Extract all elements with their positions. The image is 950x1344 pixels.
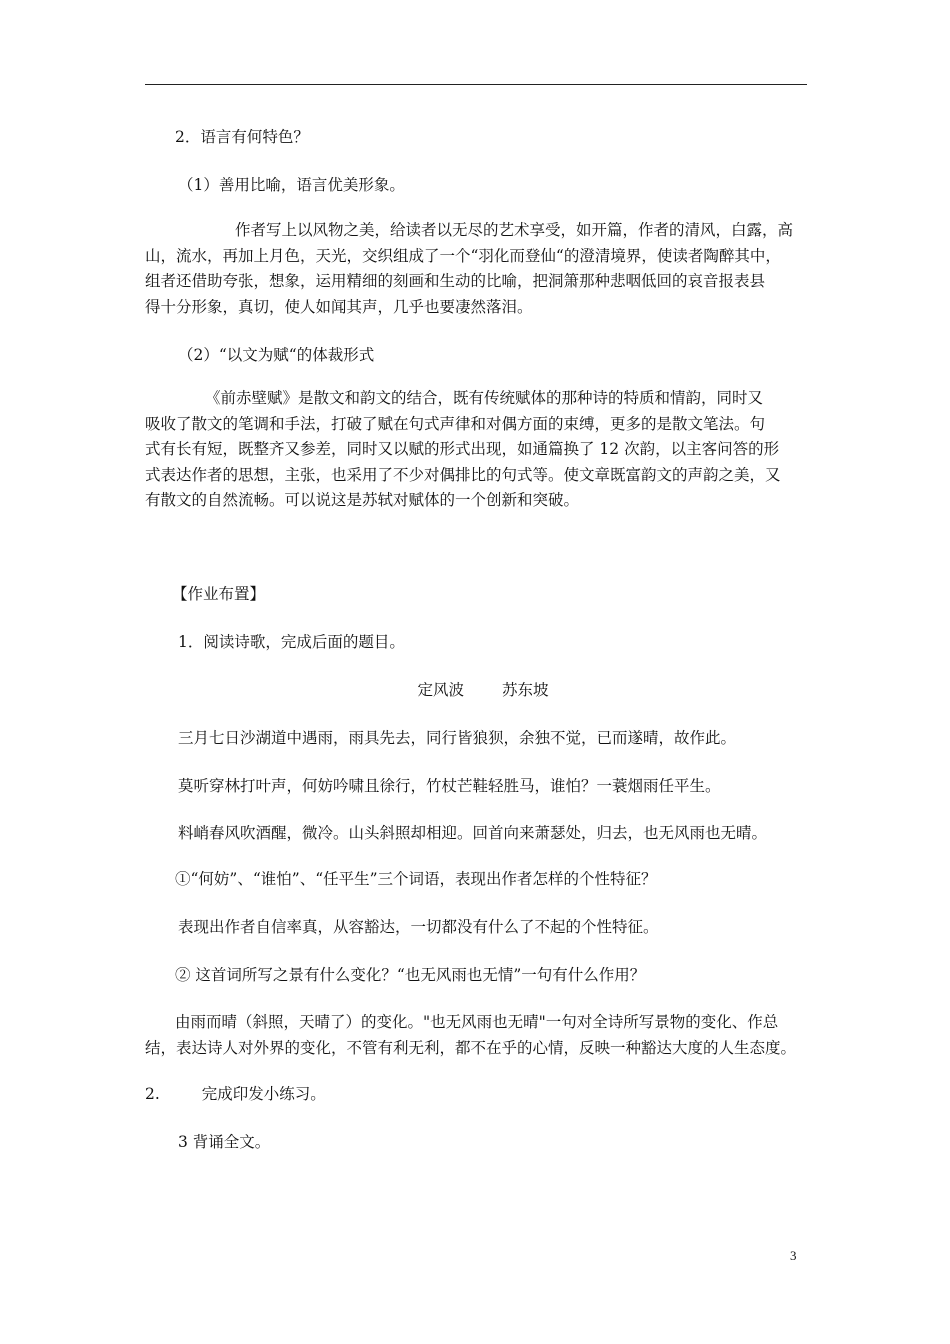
paragraph-line: 结，表达诗人对外界的变化，不管有利无利，都不在乎的心情，反映一种豁达大度的人生态度。 [145,1038,797,1057]
paragraph-line: 式有长有短，既整齐又参差，同时又以赋的形式出现，如通篇换了 12 次韵，以主客问答的形 [145,440,780,458]
homework-heading: 【作业布置】 [172,585,266,603]
homework-item-2-number: 2. [145,1085,160,1103]
homework-item-2-text: 完成印发小练习。 [201,1085,326,1103]
paragraph-line: 由雨而晴（斜照，天晴了）的变化。"也无风雨也无晴"一句对全诗所写景物的变化、作总 [175,1013,779,1031]
answer-2 [145,1010,807,1061]
poem-preface: 三月七日沙湖道中遇雨，雨具先去，同行皆狼狈，余独不觉，已而遂晴，故作此。 [178,729,737,747]
header-rule [145,84,807,85]
homework-item-3: 3 背诵全文。 [178,1133,271,1151]
paragraph-line: 山，流水，再加上月色，天光，交织组成了一个“羽化而登仙“的澄清境界，使读者陶醉其中， [145,246,781,265]
poem-title-line [152,677,814,703]
paragraph-line: 有散文的自然流畅。可以说这是苏轼对赋体的一个创新和突破。 [145,491,580,509]
answer-1: 表现出作者自信率真，从容豁达，一切都没有什么了不起的个性特征。 [178,918,659,936]
homework-item-1: 1．阅读诗歌，完成后面的题目。 [178,633,405,651]
question-2: ② 这首词所写之景有什么变化？“也无风雨也无情”一句有什么作用？ [175,966,646,984]
paragraph-form [145,386,807,514]
poem-title: 定风波 [417,681,464,699]
poem-verse-2: 料峭春风吹酒醒，微冷。山头斜照却相迎。回首向来萧瑟处，归去，也无风雨也无晴。 [178,824,768,842]
poem-verse-1: 莫听穿林打叶声，何妨吟啸且徐行，竹杖芒鞋轻胜马，谁怕？一蓑烟雨任平生。 [178,777,721,795]
subheading-metaphor: （1）善用比喻，语言优美形象。 [178,176,405,194]
section-heading: 2．语言有何特色？ [175,128,309,146]
question-1: ①“何妨”、“谁怕”、“任平生”三个词语，表现出作者怎样的个性特征？ [175,870,657,888]
paragraph-line: 得十分形象，真切，使人如闻其声，几乎也要凄然落泪。 [145,297,533,316]
paragraph-line: 吸收了散文的笔调和手法，打破了赋在句式声律和对偶方面的束缚，更多的是散文笔法。句 [145,414,766,433]
paragraph-line: 作者写上以风物之美，给读者以无尽的艺术享受，如开篇，作者的清风，白露，高 [235,221,794,239]
page-number: 3 [790,1248,797,1263]
paragraph-line: 《前赤壁赋》是散文和韵文的结合，既有传统赋体的那种诗的特质和情韵，同时又 [205,389,764,407]
subheading-form: （2）“以文为赋“的体裁形式 [178,346,375,364]
paragraph-line: 组者还借助夸张，想象，运用精细的刻画和生动的比喻，把洞箫那种悲咽低回的哀音报表县 [145,272,766,290]
paragraph-metaphor [145,218,807,320]
homework-item-2 [145,1081,807,1107]
paragraph-line: 式表达作者的思想，主张，也采用了不少对偶排比的句式等。使文章既富韵文的声韵之美，又 [145,465,781,484]
poem-author: 苏东坡 [502,681,549,699]
